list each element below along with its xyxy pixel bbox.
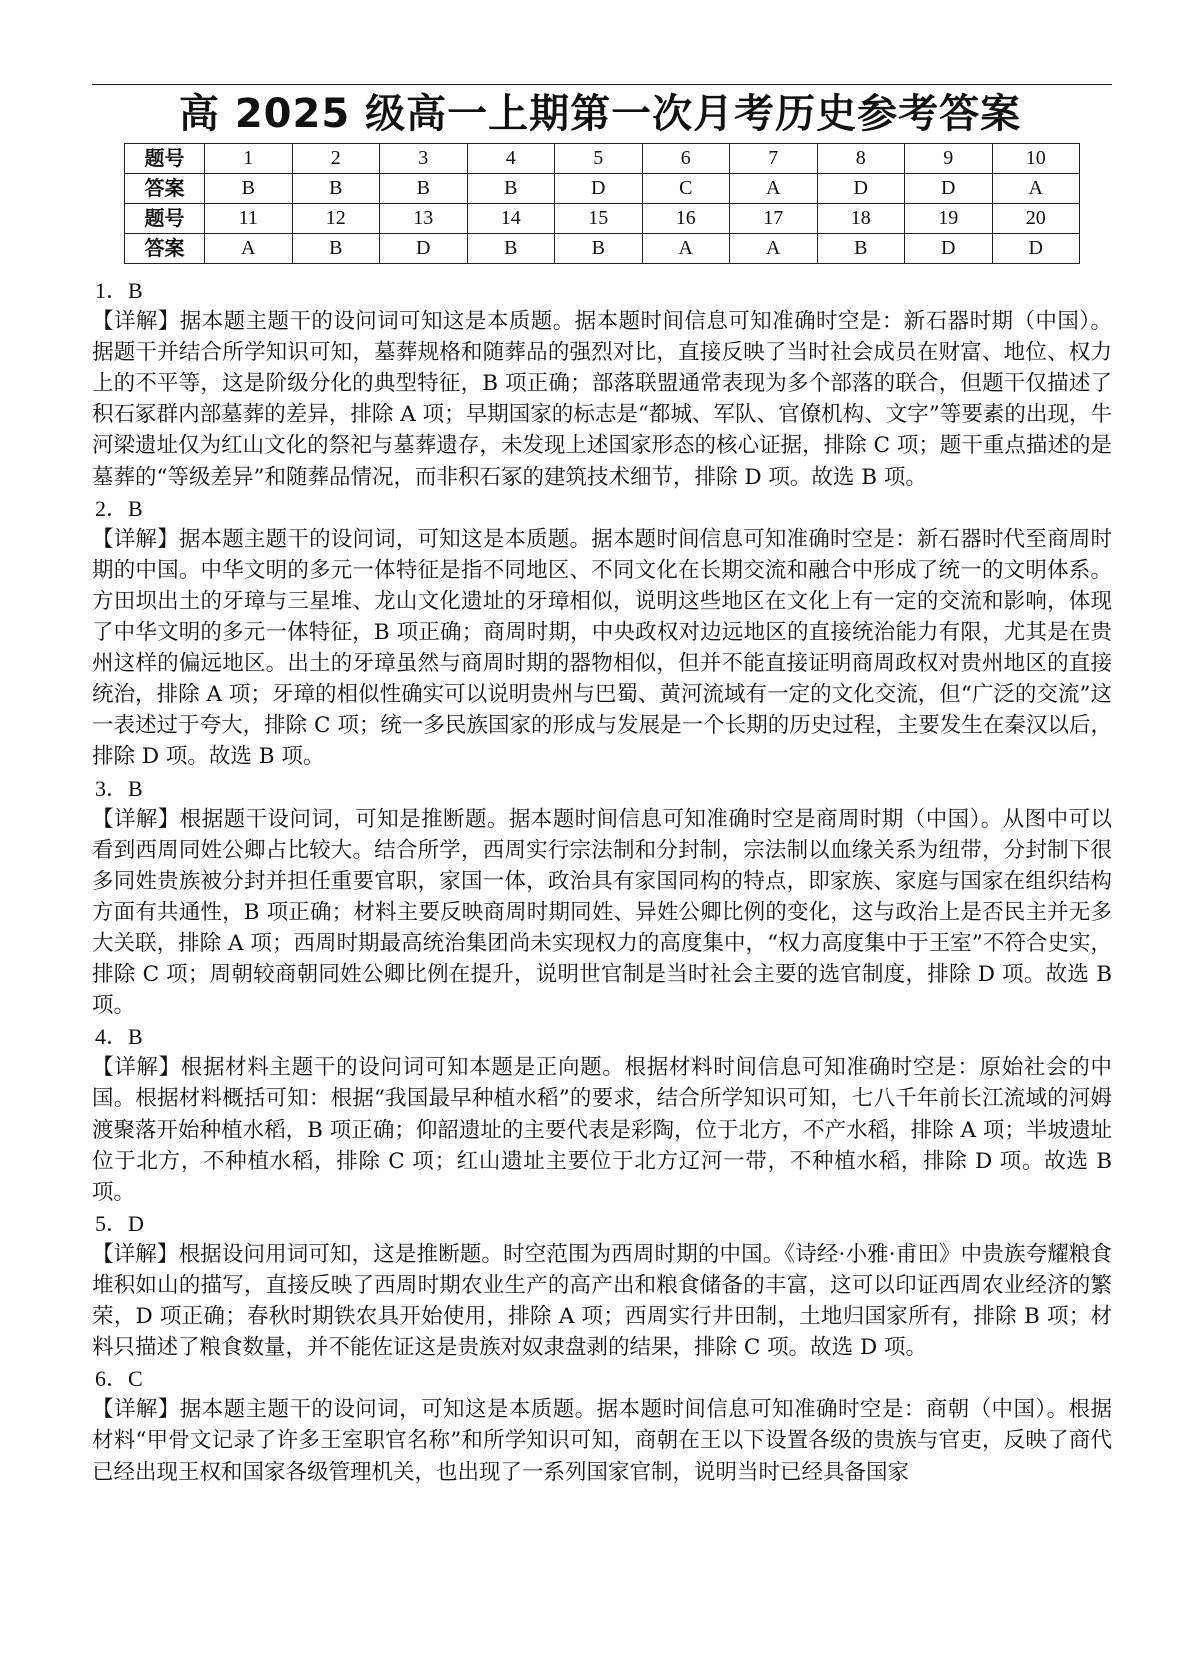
answer-cell: D	[992, 234, 1080, 264]
answer-cell: B	[292, 174, 380, 204]
question-number-cell: 4	[467, 144, 555, 174]
question-number-cell: 11	[205, 204, 293, 234]
row-label: 题号	[125, 204, 205, 234]
question-number-cell: 6	[642, 144, 730, 174]
question-answer-heading: 3．B	[95, 775, 143, 801]
table-row	[125, 234, 1080, 264]
question-number-cell: 7	[730, 144, 818, 174]
question-number-cell: 13	[380, 204, 468, 234]
question-number-cell: 2	[292, 144, 380, 174]
header-rule	[92, 84, 1112, 85]
answer-cell: B	[205, 174, 293, 204]
question-answer-heading: 5．D	[95, 1210, 144, 1236]
question-number-cell: 16	[642, 204, 730, 234]
answer-cell: D	[380, 234, 468, 264]
answer-cell: D	[817, 174, 905, 204]
row-label: 答案	[125, 174, 205, 204]
answer-cell: B	[292, 234, 380, 264]
answer-cell: A	[205, 234, 293, 264]
answer-table	[124, 143, 1080, 264]
question-number-cell: 14	[467, 204, 555, 234]
row-label: 题号	[125, 144, 205, 174]
answer-cell: A	[730, 234, 818, 264]
answer-cell: A	[642, 234, 730, 264]
question-answer-heading: 1．B	[95, 278, 143, 303]
question-number-cell: 18	[817, 204, 905, 234]
row-label: 答案	[125, 234, 205, 264]
question-number-cell: 19	[905, 204, 993, 234]
explanations	[92, 275, 1112, 1488]
question-explanation: 【详解】根据题干设问词，可知是推断题。据本题时间信息可知准确时空是商周时期（中国）。从图中可以看到西周同姓公卿占比较大。结合所学，西周实行宗法制和分封制，宗法制以血缘关系为纽带，分封制下很多同姓贵族被分封并担任重要官职，家国一体，政治具有家国同构的特点，即家族、家庭与国家在组织结构方面有共通性，B 项正确；材料主要反映商周时期同姓、异姓公卿比例的变化，这与政治上是否民主并无多大关联，排除 A 项；西周时期最高统治集团尚未实现权力的高度集中，“权力高度集中于王室”不符合史实，排除 C 项；周朝较商朝同姓公卿比例在提升，说明世官制是当时社会主要的选官制度，排除 D 项。故选 B 项。	[92, 806, 1112, 1019]
answer-cell: D	[555, 174, 643, 204]
answer-cell: A	[730, 174, 818, 204]
question-number-cell: 8	[817, 144, 905, 174]
question-number-cell: 9	[905, 144, 993, 174]
question-number-cell: 17	[730, 204, 818, 234]
answer-cell: B	[467, 174, 555, 204]
table-row	[125, 204, 1080, 234]
question-explanation: 【详解】根据设问用词可知，这是推断题。时空范围为西周时期的中国。《诗经·小雅·甫田》中贵族夸耀粮食堆积如山的描写，直接反映了西周时期农业生产的高产出和粮食储备的丰富，这可以印证西周农业经济的繁荣，D 项正确；春秋时期铁农具开始使用，排除 A 项；西周实行井田制，土地归国家所有，排除 B 项；材料只描述了粮食数量，并不能佐证这是贵族对奴隶盘剥的结果，排除 C 项。故选 D 项。	[92, 1241, 1112, 1361]
question-number-cell: 10	[992, 144, 1080, 174]
page-title: 高 2025 级高一上期第一次月考历史参考答案	[178, 91, 1022, 137]
question-explanation: 【详解】据本题主题干的设问词，可知这是本质题。据本题时间信息可知准确时空是：新石器时代至商周时期的中国。中华文明的多元一体特征是指不同地区、不同文化在长期交流和融合中形成了统一的文明体系。方田坝出土的牙璋与三星堆、龙山文化遗址的牙璋相似，说明这些地区在文化上有一定的交流和影响，体现了中华文明的多元一体特征，B 项正确；商周时期，中央政权对边远地区的直接统治能力有限，尤其是在贵州这样的偏远地区。出土的牙璋虽然与商周时期的器物相似，但并不能直接证明商周政权对贵州地区的直接统治，排除 A 项；牙璋的相似性确实可以说明贵州与巴蜀、黄河流域有一定的文化交流，但“广泛的交流”这一表述过于夸大，排除 C 项；统一多民族国家的形成与发展是一个长期的历史过程，主要发生在秦汉以后，排除 D 项。故选 B 项。	[92, 526, 1112, 770]
table-row	[125, 174, 1080, 204]
question-explanation: 【详解】据本题主题干的设问词可知这是本质题。据本题时间信息可知准确时空是：新石器时期（中国）。据题干并结合所学知识可知，墓葬规格和随葬品的强烈对比，直接反映了当时社会成员在财富、地位、权力上的不平等，这是阶级分化的典型特征，B 项正确；部落联盟通常表现为多个部落的联合，但题干仅描述了积石冢群内部墓葬的差异，排除 A 项；早期国家的标志是“都城、军队、官僚机构、文字”等要素的出现，牛河梁遗址仅为红山文化的祭祀与墓葬遗存，未发现上述国家形态的核心证据，排除 C 项；题干重点描述的是墓葬的“等级差异”和随葬品情况，而非积石冢的建筑技术细节，排除 D 项。故选 B 项。	[92, 309, 1112, 490]
question-number-cell: 3	[380, 144, 468, 174]
answer-cell: B	[467, 234, 555, 264]
question-number-cell: 5	[555, 144, 643, 174]
answer-cell: A	[992, 174, 1080, 204]
answer-cell: B	[817, 234, 905, 264]
answer-cell: D	[905, 174, 993, 204]
question-answer-heading: 4．B	[95, 1024, 143, 1050]
question-answer-heading: 6．C	[95, 1366, 143, 1392]
question-number-cell: 12	[292, 204, 380, 234]
answer-cell: D	[905, 234, 993, 264]
answer-cell: C	[642, 174, 730, 204]
table-row	[125, 144, 1080, 174]
question-number-cell: 1	[205, 144, 293, 174]
question-number-cell: 20	[992, 204, 1080, 234]
answer-cell: B	[380, 174, 468, 204]
question-explanation: 【详解】根据材料主题干的设问词可知本题是正向题。根据材料时间信息可知准确时空是：原始社会的中国。根据材料概括可知：根据“我国最早种植水稻”的要求，结合所学知识可知，七八千年前长江流域的河姆渡聚落开始种植水稻，B 项正确；仰韶遗址的主要代表是彩陶，位于北方，不产水稻，排除 A 项；半坡遗址位于北方，不种植水稻，排除 C 项；红山遗址主要位于北方辽河一带，不种植水稻，排除 D 项。故选 B 项。	[92, 1055, 1112, 1205]
answer-cell: B	[555, 234, 643, 264]
question-answer-heading: 2．B	[95, 495, 143, 521]
question-explanation: 【详解】据本题主题干的设问词，可知这是本质题。据本题时间信息可知准确时空是：商朝（中国）。根据材料“甲骨文记录了许多王室职官名称”和所学知识可知，商朝在王以下设置各级的贵族与官吏，反映了商代已经出现王权和国家各级管理机关，也出现了一系列国家官制，说明当时已经具备国家	[92, 1397, 1112, 1485]
question-number-cell: 15	[555, 204, 643, 234]
